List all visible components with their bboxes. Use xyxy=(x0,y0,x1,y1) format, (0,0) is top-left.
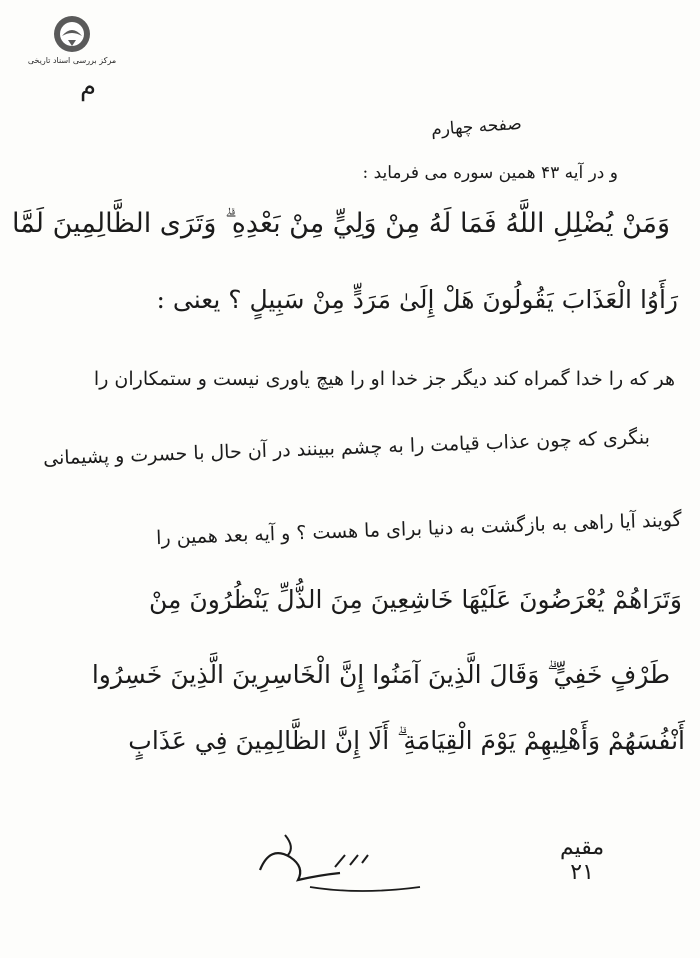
handwritten-signature xyxy=(250,825,425,895)
text-line: وَمَنْ يُضْلِلِ اللَّهُ فَمَا لَهُ مِنْ وَلِيٍّ مِنْ بَعْدِهِ ۗ وَتَرَى الظَّالِمِينَ لَمَّا xyxy=(11,208,670,239)
text-line: بنگری که چون عذاب قیامت را به چشم ببینند در آن حال با حسرت و پشیمانی xyxy=(42,426,651,470)
page-number: ۲۱ xyxy=(570,860,594,885)
text-line: گویند آیا راهی به بازگشت به دنیا برای ما هست ؟ و آیه بعد همین را xyxy=(155,508,683,550)
text-line: طَرْفٍ خَفِيٍّ ۗ وَقَالَ الَّذِينَ آمَنُوا إِنَّ الْخَاسِرِينَ الَّذِينَ خَسِرُوا xyxy=(91,660,670,689)
page-label: صفحه چهارم xyxy=(430,113,523,141)
intro-line: و در آیه ۴۳ همین سوره می فرماید : xyxy=(362,163,618,183)
text-line: رَأَوُا الْعَذَابَ يَقُولُونَ هَلْ إِلَىٰ مَرَدٍّ مِنْ سَبِيلٍ ؟ يعنی : xyxy=(156,285,678,314)
archive-emblem-icon xyxy=(52,14,92,54)
text-line: وَتَرَاهُمْ يُعْرَضُونَ عَلَيْهَا خَاشِعِينَ مِنَ الذُّلِّ يَنْظُرُونَ مِنْ xyxy=(149,585,682,614)
archive-logo xyxy=(22,14,118,70)
page-catchword xyxy=(560,835,604,885)
text-line: أَنْفُسَهُمْ وَأَهْلِيهِمْ يَوْمَ الْقِيَامَةِ ۗ أَلَا إِنَّ الظَّالِمِينَ فِي عَذَابٍ xyxy=(128,726,685,755)
corner-mark: م xyxy=(80,72,97,102)
catchword-text: مقیم xyxy=(560,835,605,860)
logo-caption: مرکز بررسی اسناد تاریخی xyxy=(27,56,117,65)
text-line: هر که را خدا گمراه کند دیگر جز خدا او را هیچ یاوری نیست و ستمکاران را xyxy=(93,368,675,390)
